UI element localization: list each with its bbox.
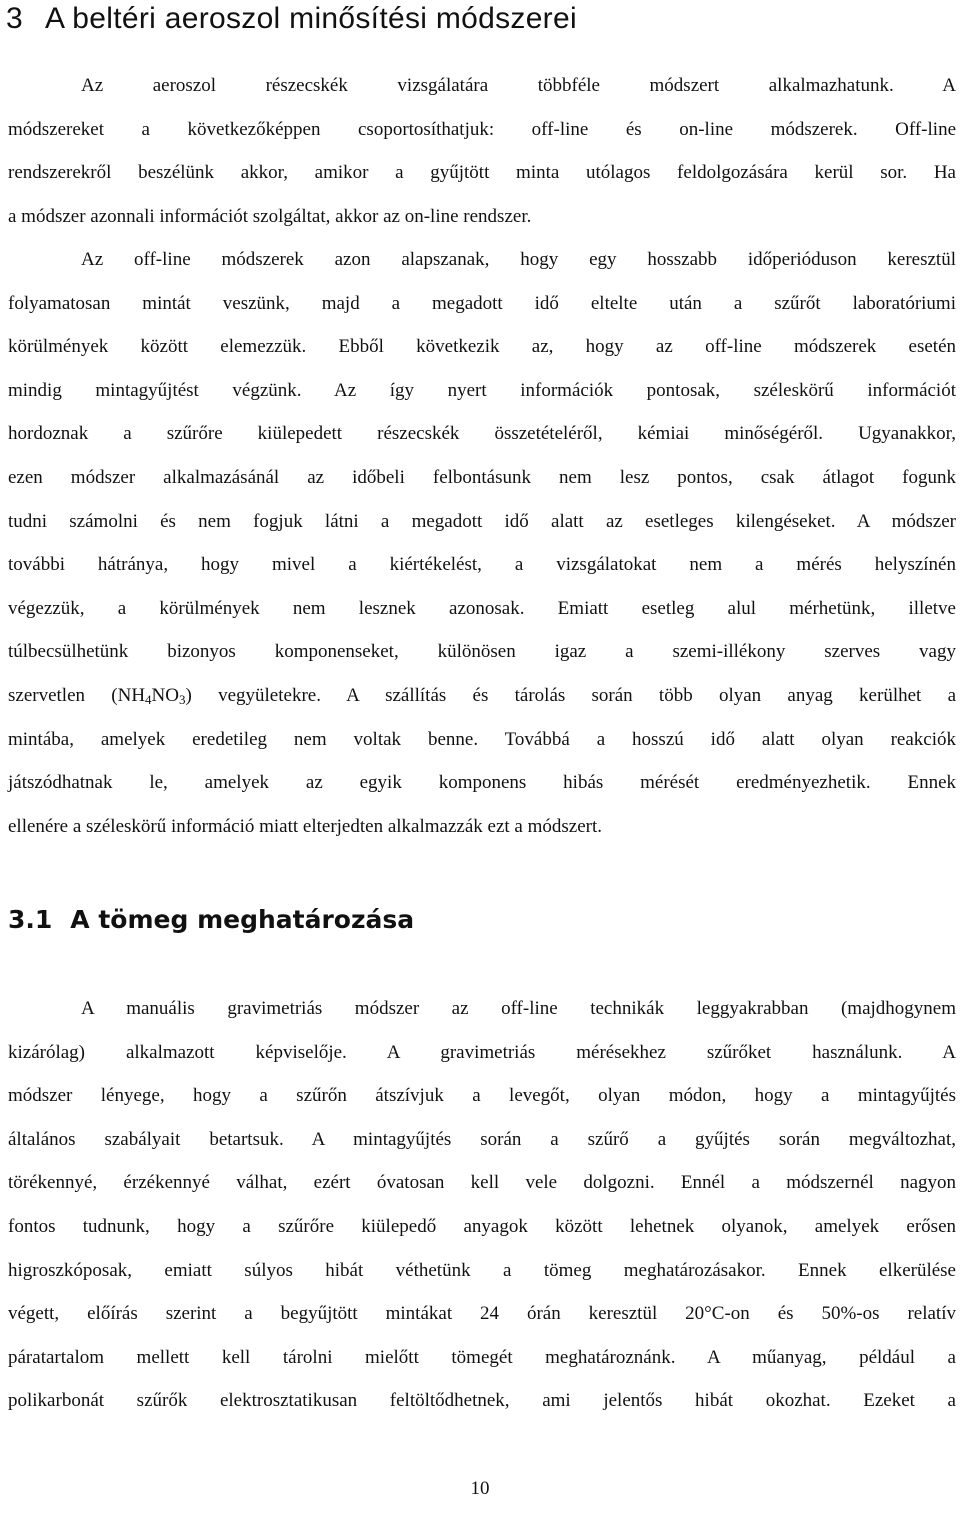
- paragraph-line: végett, előírás szerint a begyűjtött mintákat 24 órán keresztül 20°C-on és 50%-os relatív: [8, 1303, 956, 1325]
- formula-subscript: 4: [145, 691, 152, 707]
- paragraph-line: ezen módszer alkalmazásánál az időbeli felbontásunk nem lesz pontos, csak átlagot fogunk: [8, 466, 956, 488]
- formula-text-after: ) vegyületekre. A szállítás és tárolás során több olyan anyag kerülhet a: [185, 684, 956, 706]
- formula-text-middle: NO: [151, 684, 179, 706]
- paragraph-line-formula: [8, 674, 956, 718]
- paragraph-line: tudni számolni és nem fogjuk látni a megadott idő alatt az esetleges kilengéseket. A módszer: [8, 510, 956, 532]
- paragraph-line: rendszerekről beszélünk akkor, amikor a gyűjtött minta utólagos feldolgozására kerül sor. Ha: [8, 162, 956, 184]
- paragraph-line: hordoznak a szűrőre kiülepedett részecskék összetételéről, kémiai minőségéről. Ugyanakkor,: [8, 423, 956, 445]
- paragraph-line: módszer lényege, hogy a szűrőn átszívjuk a levegőt, olyan módon, hogy a mintagyűjtés: [8, 1085, 956, 1107]
- formula-text-before: szervetlen (NH: [8, 684, 146, 706]
- paragraph-line: A manuális gravimetriás módszer az off-line technikák leggyakrabban (majdhogynem: [81, 998, 956, 1019]
- subsection-number: 3.1: [8, 905, 53, 934]
- paragraph-line: körülmények között elemezzük. Ebből következik az, hogy az off-line módszerek esetén: [8, 336, 956, 358]
- paragraph-line: módszereket a következőképpen csoportosíthatjuk: off-line és on-line módszerek. Off-line: [8, 118, 956, 140]
- paragraph-line: Az aeroszol részecskék vizsgálatára többféle módszert alkalmazhatunk. A: [81, 75, 956, 96]
- paragraph-line: higroszkóposak, emiatt súlyos hibát véthetünk a tömeg meghatározásakor. Ennek elkerülése: [8, 1259, 956, 1281]
- paragraph-line: végezzük, a körülmények nem lesznek azonosak. Emiatt esetleg alul mérhetünk, illetve: [8, 597, 956, 619]
- paragraph-intro: [8, 64, 956, 238]
- section-title: A beltéri aeroszol minősítési módszerei: [45, 2, 577, 35]
- paragraph-line: ellenére a széleskörű információ miatt elterjedten alkalmazzák ezt a módszert.: [8, 815, 602, 837]
- paragraph-line: páratartalom mellett kell tárolni mielőtt tömegét meghatároznánk. A műanyag, például a: [8, 1346, 956, 1368]
- paragraph-line: fontos tudnunk, hogy a szűrőre kiülepedő anyagok között lehetnek olyanok, amelyek erősen: [8, 1215, 956, 1237]
- paragraph-line: törékennyé, érzékennyé válhat, ezért óvatosan kell vele dolgozni. Ennél a módszernél nagyon: [8, 1172, 956, 1194]
- section-heading: [6, 2, 577, 36]
- paragraph-line: mintába, amelyek eredetileg nem voltak benne. Továbbá a hosszú idő alatt olyan reakciók: [8, 728, 956, 750]
- subsection-title: A tömeg meghatározása: [70, 905, 415, 934]
- paragraph-line: játszódhatnak le, amelyek az egyik komponens hibás mérését eredményezhetik. Ennek: [8, 772, 956, 794]
- paragraph-offline: [8, 238, 956, 848]
- page-number: 10: [470, 1478, 490, 1499]
- subsection-heading: [8, 905, 414, 934]
- paragraph-line: a módszer azonnali információt szolgáltat, akkor az on-line rendszer.: [8, 205, 532, 227]
- paragraph-line: túlbecsülhetünk bizonyos komponenseket, különösen igaz a szemi-illékony szerves vagy: [8, 641, 956, 663]
- paragraph-line: kizárólag) alkalmazott képviselője. A gravimetriás mérésekhez szűrőket használunk. A: [8, 1041, 956, 1063]
- paragraph-line: polikarbonát szűrők elektrosztatikusan feltöltődhetnek, ami jelentős hibát okozhat. Ezeket a: [8, 1390, 956, 1412]
- paragraph-line: mindig mintagyűjtést végzünk. Az így nyert információk pontosak, széleskörű információt: [8, 379, 956, 401]
- paragraph-gravimetry: [8, 987, 956, 1423]
- formula-subscript: 3: [179, 691, 186, 707]
- paragraph-line: további hátránya, hogy mivel a kiértékelést, a vizsgálatokat nem a mérés helyszínén: [8, 554, 956, 576]
- section-number: 3: [6, 2, 23, 35]
- paragraph-line: folyamatosan mintát veszünk, majd a megadott idő eltelte után a szűrőt laboratóriumi: [8, 292, 956, 314]
- paragraph-line: Az off-line módszerek azon alapszanak, hogy egy hosszabb időperióduson keresztül: [81, 249, 956, 270]
- paragraph-line: általános szabályait betartsuk. A mintagyűjtés során a szűrő a gyűjtés során megváltozhat,: [8, 1128, 956, 1150]
